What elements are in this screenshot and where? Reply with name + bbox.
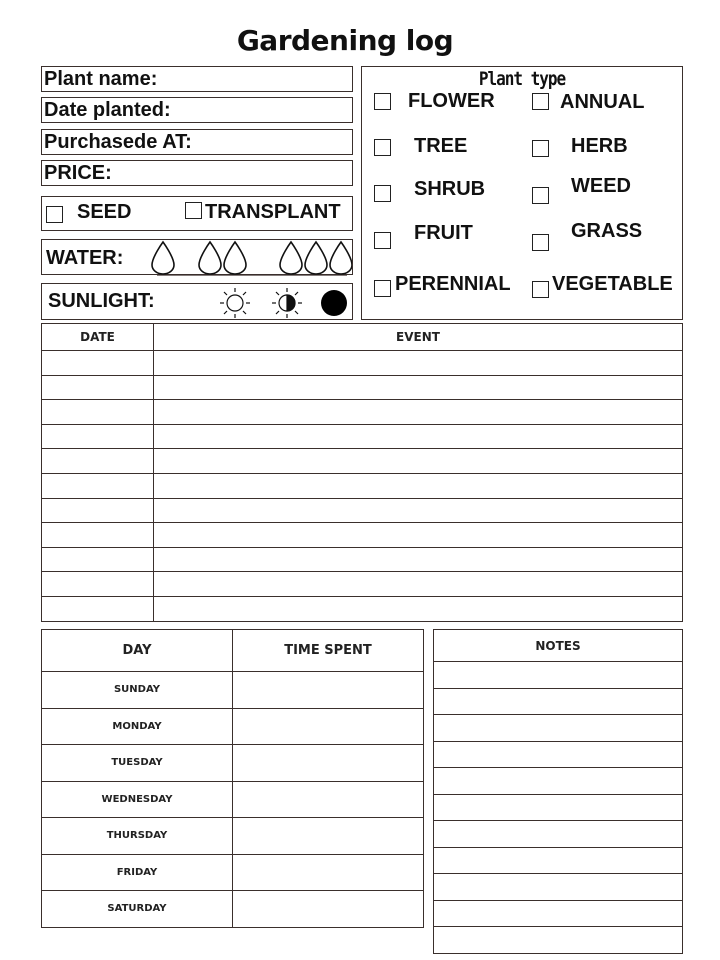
table-row xyxy=(42,400,683,425)
time-spent-column-header: TIME SPENT xyxy=(233,630,424,672)
notes-line[interactable] xyxy=(434,741,683,768)
table-row xyxy=(42,424,683,449)
water-drop-icon xyxy=(152,242,174,274)
planting-method-box xyxy=(41,196,353,231)
table-row xyxy=(42,854,424,891)
grass-label: GRASS xyxy=(571,220,643,242)
vegetable-checkbox[interactable] xyxy=(532,281,549,298)
notes-line[interactable] xyxy=(434,715,683,742)
purchased-at-field[interactable] xyxy=(41,129,353,155)
table-row xyxy=(42,473,683,498)
table-row xyxy=(42,891,424,928)
full-sun-icon xyxy=(220,288,250,318)
table-row xyxy=(42,498,683,523)
date-cell[interactable] xyxy=(42,547,154,572)
notes-line[interactable] xyxy=(434,794,683,821)
date-planted-field[interactable] xyxy=(41,97,353,123)
date-cell[interactable] xyxy=(42,375,154,400)
list-item xyxy=(434,768,683,795)
list-item xyxy=(434,874,683,901)
day-name-cell: TUESDAY xyxy=(42,745,233,782)
table-row xyxy=(42,596,683,621)
price-label: PRICE: xyxy=(44,162,112,184)
notes-line[interactable] xyxy=(434,768,683,795)
page-title: Gardening log xyxy=(236,24,454,57)
day-column-header: DAY xyxy=(42,630,233,672)
annual-label: ANNUAL xyxy=(560,91,645,113)
notes-line[interactable] xyxy=(434,662,683,689)
table-row xyxy=(42,781,424,818)
notes-header: NOTES xyxy=(434,630,683,662)
herb-checkbox[interactable] xyxy=(532,140,549,157)
time-spent-cell[interactable] xyxy=(233,854,424,891)
list-item xyxy=(434,688,683,715)
date-planted-label: Date planted: xyxy=(44,99,171,121)
plant-type-title: Plant type xyxy=(478,67,566,90)
day-name-cell: FRIDAY xyxy=(42,854,233,891)
event-cell[interactable] xyxy=(154,572,683,597)
plant-name-label: Plant name: xyxy=(44,68,158,90)
sunlight-level-icons xyxy=(212,284,352,320)
event-cell[interactable] xyxy=(154,449,683,474)
time-spent-cell[interactable] xyxy=(233,818,424,855)
shade-icon xyxy=(321,290,347,316)
list-item xyxy=(434,847,683,874)
weed-label: WEED xyxy=(571,175,631,197)
date-cell[interactable] xyxy=(42,473,154,498)
grass-checkbox[interactable] xyxy=(532,234,549,251)
event-table xyxy=(41,323,683,622)
perennial-checkbox[interactable] xyxy=(374,280,391,297)
shrub-label: SHRUB xyxy=(414,178,486,200)
table-row xyxy=(42,708,424,745)
tree-label: TREE xyxy=(414,135,468,157)
table-row xyxy=(42,351,683,376)
water-label: WATER: xyxy=(46,247,124,269)
partial-sun-icon xyxy=(272,288,302,318)
vegetable-label: VEGETABLE xyxy=(552,273,673,295)
table-row xyxy=(42,672,424,709)
notes-line[interactable] xyxy=(434,821,683,848)
time-spent-cell[interactable] xyxy=(233,672,424,709)
day-name-cell: WEDNESDAY xyxy=(42,781,233,818)
table-row xyxy=(42,818,424,855)
table-row xyxy=(42,375,683,400)
perennial-label: PERENNIAL xyxy=(395,273,511,295)
day-name-cell: MONDAY xyxy=(42,708,233,745)
event-cell[interactable] xyxy=(154,498,683,523)
event-cell[interactable] xyxy=(154,351,683,376)
water-level-icons xyxy=(147,240,352,276)
water-drop-icon xyxy=(224,242,246,274)
water-drop-icon xyxy=(280,242,302,274)
list-item xyxy=(434,794,683,821)
tree-checkbox[interactable] xyxy=(374,139,391,156)
time-spent-cell[interactable] xyxy=(233,708,424,745)
date-cell[interactable] xyxy=(42,424,154,449)
time-spent-cell[interactable] xyxy=(233,745,424,782)
day-name-cell: THURSDAY xyxy=(42,818,233,855)
list-item xyxy=(434,662,683,689)
list-item xyxy=(434,927,683,954)
notes-line[interactable] xyxy=(434,900,683,927)
table-row xyxy=(42,745,424,782)
time-spent-cell[interactable] xyxy=(233,891,424,928)
time-spent-table xyxy=(41,629,424,928)
date-cell[interactable] xyxy=(42,523,154,548)
seed-checkbox[interactable] xyxy=(46,206,63,223)
sunlight-label: SUNLIGHT: xyxy=(48,290,155,312)
water-box xyxy=(41,239,353,275)
event-cell[interactable] xyxy=(154,596,683,621)
transplant-label: TRANSPLANT xyxy=(205,201,341,223)
list-item xyxy=(434,741,683,768)
notes-line[interactable] xyxy=(434,927,683,954)
fruit-label: FRUIT xyxy=(414,222,473,244)
event-cell[interactable] xyxy=(154,547,683,572)
date-cell[interactable] xyxy=(42,572,154,597)
date-cell[interactable] xyxy=(42,596,154,621)
notes-line[interactable] xyxy=(434,874,683,901)
table-row xyxy=(42,572,683,597)
day-name-cell: SATURDAY xyxy=(42,891,233,928)
day-name-cell: SUNDAY xyxy=(42,672,233,709)
notes-table xyxy=(433,629,683,954)
sunlight-box xyxy=(41,283,353,320)
herb-label: HERB xyxy=(571,135,628,157)
event-cell[interactable] xyxy=(154,424,683,449)
notes-line[interactable] xyxy=(434,847,683,874)
date-cell[interactable] xyxy=(42,351,154,376)
water-drop-icon xyxy=(330,242,352,274)
purchased-at-label: Purchasede AT: xyxy=(44,131,192,153)
weed-checkbox[interactable] xyxy=(532,187,549,204)
date-cell[interactable] xyxy=(42,400,154,425)
flower-label: FLOWER xyxy=(408,90,495,112)
list-item xyxy=(434,900,683,927)
table-row xyxy=(42,449,683,474)
event-column-header: EVENT xyxy=(154,324,683,351)
event-cell[interactable] xyxy=(154,523,683,548)
date-cell[interactable] xyxy=(42,498,154,523)
list-item xyxy=(434,821,683,848)
date-cell[interactable] xyxy=(42,449,154,474)
notes-line[interactable] xyxy=(434,688,683,715)
water-drop-icon xyxy=(199,242,221,274)
water-drop-icon xyxy=(305,242,327,274)
time-spent-cell[interactable] xyxy=(233,781,424,818)
list-item xyxy=(434,715,683,742)
seed-label: SEED xyxy=(77,201,132,223)
price-field[interactable] xyxy=(41,160,353,186)
plant-name-field[interactable] xyxy=(41,66,353,92)
table-row xyxy=(42,523,683,548)
shrub-checkbox[interactable] xyxy=(374,185,391,202)
flower-checkbox[interactable] xyxy=(374,93,391,110)
event-cell[interactable] xyxy=(154,473,683,498)
plant-type-panel xyxy=(361,66,683,320)
fruit-checkbox[interactable] xyxy=(374,232,391,249)
table-row xyxy=(42,547,683,572)
event-cell[interactable] xyxy=(154,375,683,400)
date-column-header: DATE xyxy=(42,324,154,351)
event-cell[interactable] xyxy=(154,400,683,425)
transplant-checkbox[interactable] xyxy=(185,202,202,219)
annual-checkbox[interactable] xyxy=(532,93,549,110)
